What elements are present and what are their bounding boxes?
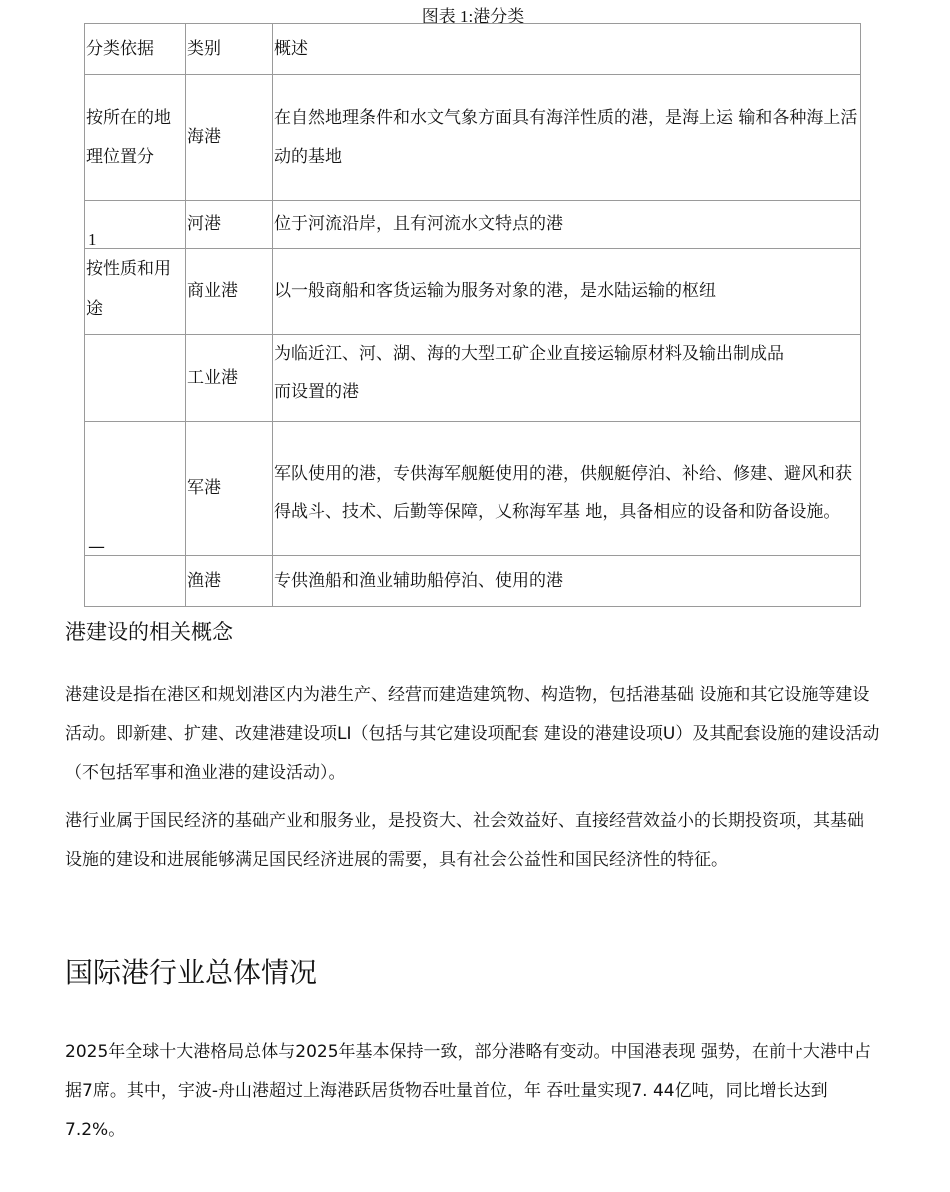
- row-basis: [85, 201, 186, 249]
- row-basis: [85, 335, 186, 422]
- row-category: 河港: [186, 201, 273, 249]
- row-category: 渔港: [186, 556, 273, 607]
- header-basis: 分类依据: [85, 24, 186, 75]
- row-category: 军港: [186, 422, 273, 556]
- row-basis: 按所在的地理位置分: [85, 75, 186, 201]
- table-row: [85, 556, 861, 607]
- section-heading: 国际港行业总体情况: [65, 956, 318, 989]
- header-description: 概述: [273, 24, 861, 75]
- table-row: [85, 249, 861, 335]
- row-category: 工业港: [186, 335, 273, 422]
- row-category: 海港: [186, 75, 273, 201]
- table-caption: 图表 1:港分类: [421, 7, 525, 26]
- port-classification-table: [84, 23, 861, 607]
- paragraph: 港行业属于国民经济的基础产业和服务业，是投资大、社会效益好、直接经营效益小的长期投资项，其基础设施的建设和进展能够满足国民经济进展的需要，具有社会公益性和国民经济性的特征。: [65, 811, 864, 870]
- table-header-row: [85, 24, 861, 75]
- row-basis: [85, 556, 186, 607]
- row-description: 位于河流沿岸，且有河流水文特点的港: [273, 201, 861, 249]
- row-description: 在自然地理条件和水文气象方面具有海洋性质的港，是海上运 输和各种海上活动的基地: [273, 75, 861, 201]
- row-description: 军队使用的港，专供海军舰艇使用的港，供舰艇停泊、补给、修建、避风和获得战斗、技术、后勤等保障，乂称海军基 地，具备相应的设备和防备设施。: [273, 422, 861, 556]
- paragraph: 港建设是指在港区和规划港区内为港生产、经营而建造建筑物、构造物，包括港基础 设施和其它设施等建设活动。即新建、扩建、改建港建设项LI（包括与其它建设项配套 建设的港建设项U）及其配套设施的建设活动（不包括军事和渔业港的建设活动）。: [65, 685, 880, 783]
- section-heading: 港建设的相关概念: [65, 620, 233, 644]
- row-description: 专供渔船和渔业辅助船停泊、使用的港: [273, 556, 861, 607]
- table-row: [85, 335, 861, 422]
- stray-marker: 1: [88, 230, 97, 249]
- table-row: [85, 201, 861, 249]
- paragraph: 2025年全球十大港格局总体与2025年基本保持一致，部分港略有变动。中国港表现 强势，在前十大港中占据7席。其中，宇波-舟山港超过上海港跃居货物吞吐量首位，年 吞吐量实现7. 44亿吨，同比增长达到7.2%。: [65, 1042, 871, 1140]
- stray-marker: —: [88, 537, 105, 556]
- row-description: 以一般商船和客货运输为服务对象的港，是水陆运输的枢纽: [273, 249, 861, 335]
- row-description: 为临近江、河、湖、海的大型工矿企业直接运输原材料及输出制成品而设置的港: [273, 335, 861, 422]
- row-basis: [85, 422, 186, 556]
- row-basis: 按性质和用途: [85, 249, 186, 335]
- header-category: 类别: [186, 24, 273, 75]
- table-row: [85, 75, 861, 201]
- table-row: [85, 422, 861, 556]
- row-category: 商业港: [186, 249, 273, 335]
